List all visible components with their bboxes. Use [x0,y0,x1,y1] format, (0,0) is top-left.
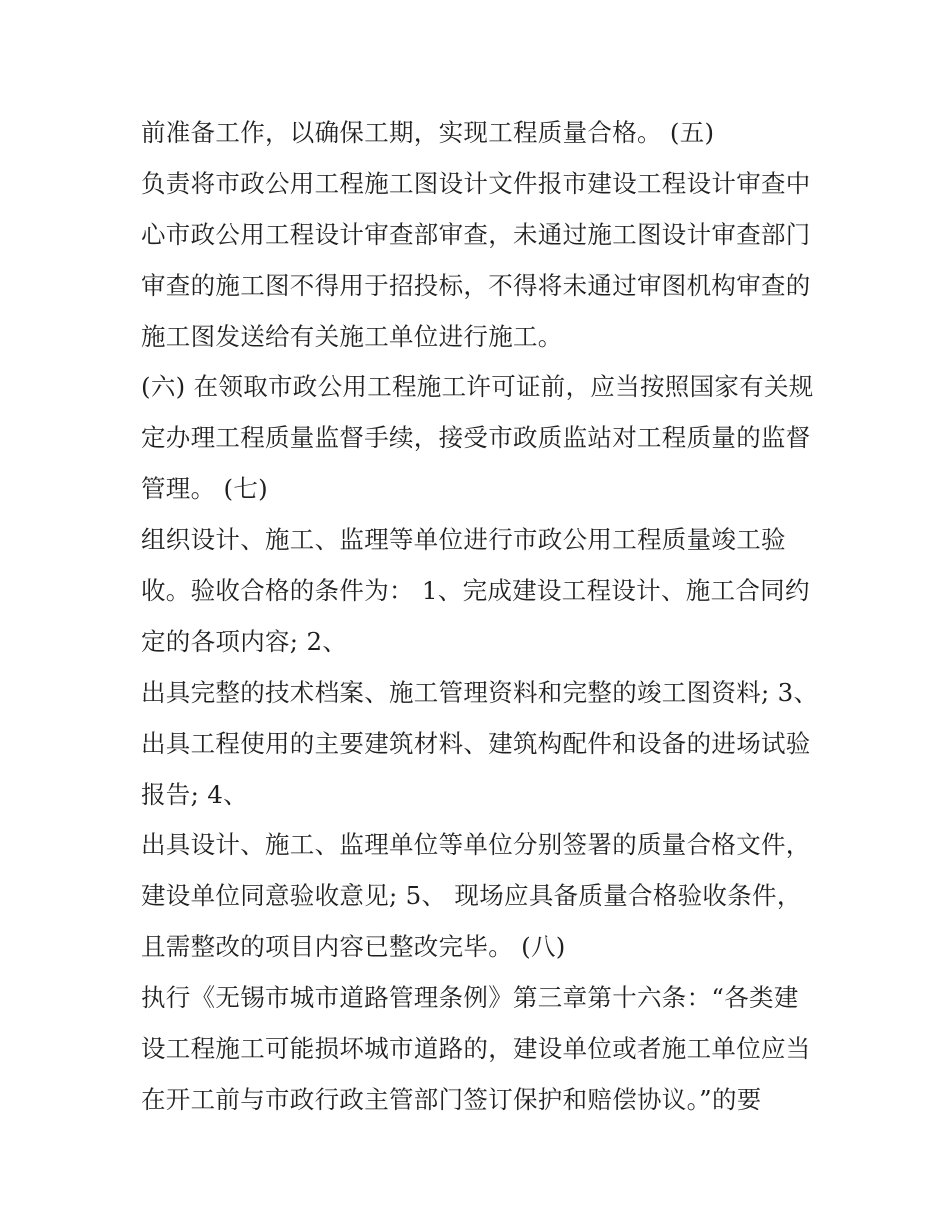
text-line: 负责将市政公用工程施工图设计文件报市建设工程设计审查中 [141,168,811,198]
text-line: 设工程施工可能损坏城市道路的，建设单位或者施工单位应当 [141,1034,811,1064]
text-line: 出具完整的技术档案、施工管理资料和完整的竣工图资料; 3、 [141,677,819,707]
text-line: (六) 在领取市政公用工程施工许可证前，应当按照国家有关规 [141,372,814,402]
text-line: 报告; 4、 [141,779,248,809]
text-line: 管理。 (七) [141,474,269,504]
text-line: 执行《无锡市城市道路管理条例》第三章第十六条：“各类建 [141,983,799,1013]
text-line: 出具工程使用的主要建筑材料、建筑构配件和设备的进场试验 [141,728,811,758]
text-line: 前准备工作，以确保工期，实现工程质量合格。 (五) [141,118,715,147]
body-text [141,108,821,1126]
text-line: 收。验收合格的条件为： 1、完成建设工程设计、施工合同约 [141,576,810,606]
text-line: 组织设计、施工、监理等单位进行市政公用工程质量竣工验 [141,525,786,555]
text-line: 定办理工程质量监督手续，接受市政质监站对工程质量的监督 [141,423,811,453]
text-line: 且需整改的项目内容已整改完毕。 (八) [141,932,566,962]
text-line: 出具设计、施工、监理单位等单位分别签署的质量合格文件， [141,830,811,860]
text-line: 审查的施工图不得用于招投标，不得将未通过审图机构审查的 [141,270,811,300]
text-line: 在开工前与市政行政主管部门签订保护和赔偿协议。”的要 [141,1084,762,1114]
text-line: 施工图发送给有关施工单位进行施工。 [141,321,563,351]
text-line: 建设单位同意验收意见; 5、 现场应具备质量合格验收条件， [141,881,802,911]
text-line: 心市政公用工程设计审查部审查，未通过施工图设计审查部门 [141,219,811,249]
text-line: 定的各项内容; 2、 [141,626,348,656]
